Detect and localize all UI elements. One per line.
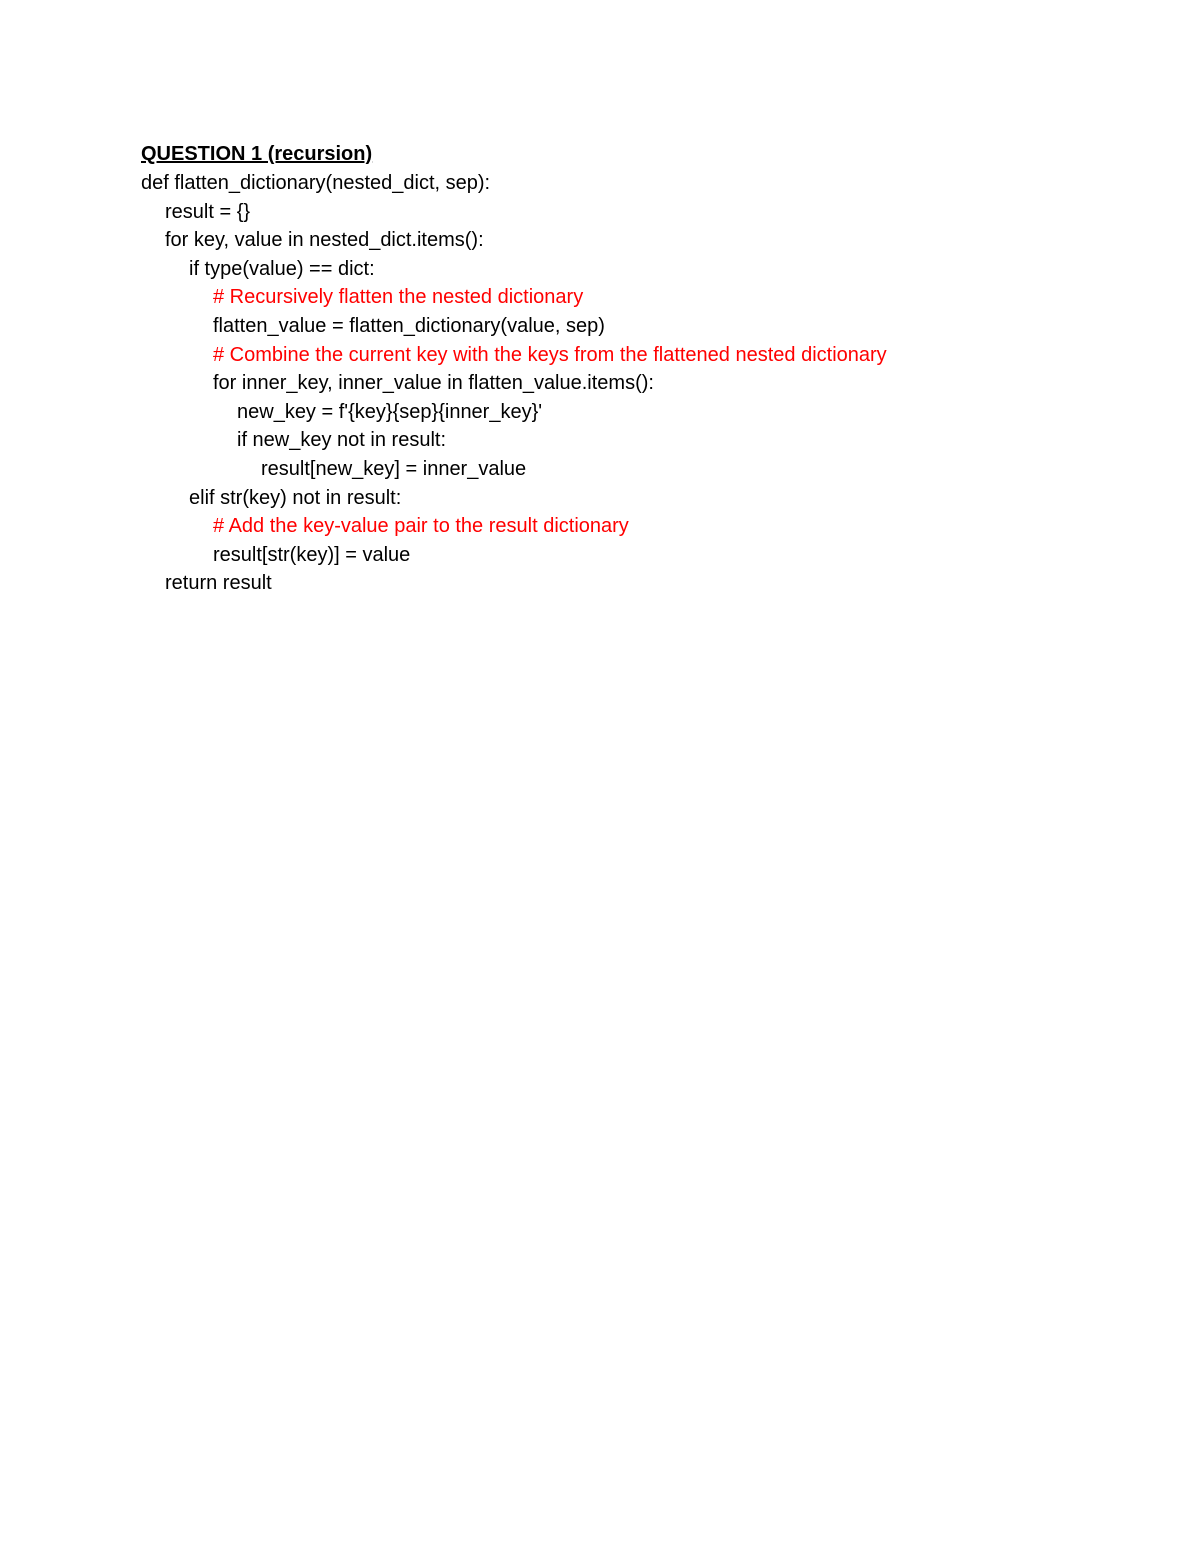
code-line: new_key = f'{key}{sep}{inner_key}' <box>237 400 543 423</box>
question-heading: QUESTION 1 (recursion) <box>141 143 373 165</box>
code-line: return result <box>165 572 272 595</box>
code-line: if new_key not in result: <box>237 429 446 452</box>
code-block <box>141 169 1141 598</box>
code-line: elif str(key) not in result: <box>189 486 402 509</box>
code-comment: # Add the key-value pair to the result dictionary <box>213 515 629 538</box>
code-line: if type(value) == dict: <box>189 257 375 280</box>
document-content <box>141 140 1141 598</box>
code-comment: # Recursively flatten the nested dictionary <box>213 286 584 309</box>
code-comment: # Combine the current key with the keys from the flattened nested dictionary <box>213 343 887 366</box>
code-line: def flatten_dictionary(nested_dict, sep): <box>141 172 491 194</box>
code-line: result = {} <box>165 200 251 223</box>
code-line: for inner_key, inner_value in flatten_value.items(): <box>213 372 654 395</box>
code-line: result[new_key] = inner_value <box>261 457 527 480</box>
code-line: result[str(key)] = value <box>213 543 411 566</box>
code-line: for key, value in nested_dict.items(): <box>165 229 484 252</box>
code-line: flatten_value = flatten_dictionary(value, sep) <box>213 314 605 337</box>
